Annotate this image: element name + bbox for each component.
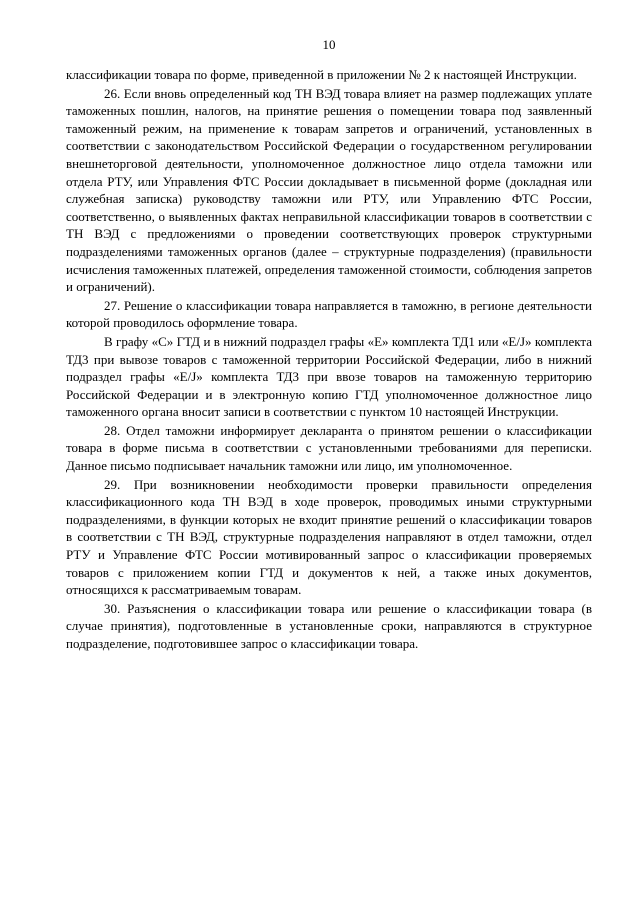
paragraph-item-27-b: В графу «С» ГТД и в нижний подраздел графы «Е» комплекта ТД1 или «Е/J» комплекта ТД3 при вывозе товаров с таможенной территории Российской Федерации, либо в нижний подраздел графы «Е/J» комплекта ТД3 при ввозе товаров на таможенную территорию Российской Федерации и в электронную копию ГТД уполномоченное должностное лицо таможенного органа вносит записи в соответствии с пунктом 10 настоящей Инструкции. [66,333,592,420]
document-page [66,36,592,653]
paragraph-item-26: 26. Если вновь определенный код ТН ВЭД товара влияет на размер подлежащих уплате таможенных пошлин, налогов, на принятие решения о помещении товара под заявленный таможенный режим, на применение к товарам запретов и ограничений, установленных в соответствии с законодательством Российской Федерации о государственном регулировании внешнеторговой деятельности, уполномоченное должностное лицо отдела таможни или отдела РТУ, или Управления ФТС России докладывает в письменной форме (докладная или служебная записка) руководству таможни или РТУ, или Управлению ФТС России, соответственно, о выявленных фактах неправильной классификации товаров в соответствии с ТН ВЭД с предложениями о проведении соответствующих проверок структурными подразделениями таможенных органов (далее – структурные подразделения) (правильности исчисления таможенных платежей, определения таможенной стоимости, соблюдения запретов и ограничений). [66,85,592,295]
paragraph-item-29: 29. При возникновении необходимости проверки правильности определения классификационного кода ТН ВЭД в ходе проверок, проводимых иными структурными подразделениями, в функции которых не входит принятие решений о классификации товаров в соответствии с ТН ВЭД, структурные подразделения направляют в отдел таможни, отдел РТУ и Управление ФТС России мотивированный запрос о классификации проверяемых товаров с приложением копии ГТД и документов к ней, а также иных документов, относящихся к рассматриваемым товарам. [66,476,592,598]
paragraph-continuation: классификации товара по форме, приведенной в приложении № 2 к настоящей Инструкции. [66,67,577,82]
paragraph-item-30: 30. Разъяснения о классификации товара или решение о классификации товара (в случае принятия), подготовленные в установленные сроки, направляются в структурное подразделение, подготовившее запрос о классификации товара. [66,600,592,651]
page-number: 10 [322,37,336,52]
paragraph-item-28: 28. Отдел таможни информирует декларанта о принятом решении о классификации товара в форме письма в соответствии с установленными требованиями для переписки. Данное письмо подписывает начальник таможни или лицо, им уполномоченное. [66,422,592,474]
paragraph-item-27: 27. Решение о классификации товара направляется в таможню, в регионе деятельности которой проводилось оформление товара. [66,297,592,331]
